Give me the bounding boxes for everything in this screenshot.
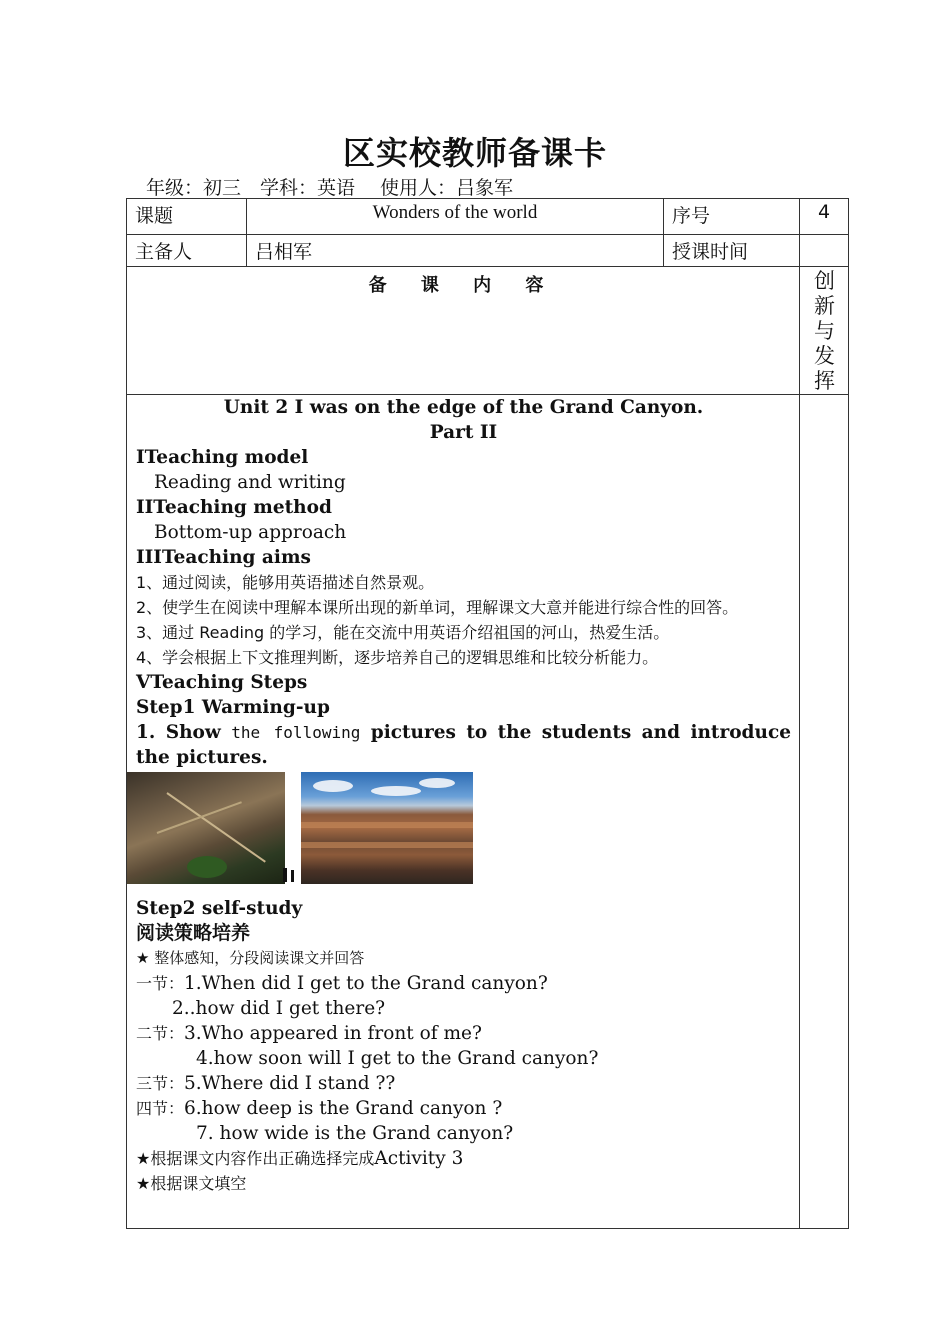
question-line: 2..how did I get there? xyxy=(172,998,386,1019)
picture-mark xyxy=(283,868,287,882)
cloud xyxy=(371,786,421,796)
step2-title: Step2 self-study xyxy=(136,898,303,919)
trail-line xyxy=(166,792,265,862)
step1-title: Step1 Warming-up xyxy=(136,697,330,718)
innovation-cell xyxy=(800,395,849,1229)
section-teaching-aims: IIITeaching aims xyxy=(136,547,311,568)
step1-item-part-a: 1. Show xyxy=(136,722,221,743)
question-line xyxy=(136,1021,791,1046)
question-line xyxy=(136,1096,791,1121)
preparer-label-cell xyxy=(127,235,247,267)
overview-line: ★ 整体感知，分段阅读课文并回答 xyxy=(136,949,365,967)
number-value: 4 xyxy=(817,201,831,223)
lesson-body xyxy=(127,395,799,1202)
topic-label-cell xyxy=(127,199,247,235)
topic-value-cell xyxy=(247,199,664,235)
question-line xyxy=(136,971,791,996)
row-topic xyxy=(127,199,849,235)
section-teaching-steps: VTeaching Steps xyxy=(136,672,308,693)
step1-item-mono: the following xyxy=(231,723,361,742)
canyon-trail-photo xyxy=(127,772,285,884)
side-heading-cell xyxy=(800,267,849,395)
step1-item xyxy=(136,720,791,770)
content-heading-cell xyxy=(127,267,800,395)
preparer-value-cell xyxy=(247,235,664,267)
cloud xyxy=(313,780,353,792)
part-title: Part II xyxy=(429,422,498,443)
task-line: ★根据课文填空 xyxy=(136,1174,247,1193)
side-heading-char: 新 xyxy=(814,294,835,318)
question-text: 6.how deep is the Grand canyon ? xyxy=(184,1098,503,1119)
number-value-cell xyxy=(800,199,849,235)
section-teaching-method: IITeaching method xyxy=(136,497,332,518)
teaching-method-text: Bottom-up approach xyxy=(154,522,347,543)
lesson-card-table xyxy=(126,198,849,1229)
question-text: 5.Where did I stand ?? xyxy=(184,1073,396,1094)
teaching-model-text: Reading and writing xyxy=(154,472,346,493)
aim-item: 2、使学生在阅读中理解本课所出现的新单词，理解课文大意并能进行综合性的回答。 xyxy=(136,598,739,617)
question-line: 4.how soon will I get to the Grand canyon? xyxy=(196,1048,599,1069)
vegetation-patch xyxy=(187,856,227,878)
unit-title: Unit 2 I was on the edge of the Grand Canyon. xyxy=(223,397,704,418)
reading-strategy: 阅读策略培养 xyxy=(136,922,251,944)
step1-item-part-b: pictures to the students and introduce the pictures. xyxy=(136,722,791,768)
row-content-heading xyxy=(127,267,849,395)
side-heading-char: 挥 xyxy=(814,369,835,393)
task-text-cn: ★根据课文内容作出正确选择完成 xyxy=(136,1149,375,1168)
aim-item: 1、通过阅读，能够用英语描述自然景观。 xyxy=(136,573,435,592)
number-label: 序号 xyxy=(672,205,711,227)
side-heading-char: 与 xyxy=(814,319,835,343)
task-line xyxy=(136,1146,791,1171)
side-heading xyxy=(814,267,834,394)
side-heading-char: 发 xyxy=(814,344,835,368)
time-label: 授课时间 xyxy=(672,241,749,263)
content-heading: 备 课 内 容 xyxy=(368,275,558,296)
meta-line: 年级：初三 学科：英语 使用人：吕象军 xyxy=(146,177,514,199)
canyon-ridge xyxy=(301,842,473,848)
question-section-label: 二节： xyxy=(136,1024,185,1043)
question-text: 3.Who appeared in front of me? xyxy=(184,1023,482,1044)
canyon-ridge xyxy=(301,822,473,828)
question-section-label: 四节： xyxy=(136,1099,185,1118)
question-line xyxy=(136,1071,791,1096)
question-text: 1.When did I get to the Grand canyon? xyxy=(184,973,548,994)
trail-line xyxy=(157,801,242,834)
lesson-body-cell xyxy=(127,395,800,1229)
topic-value: Wonders of the world xyxy=(372,202,538,223)
preparer-value: 吕相军 xyxy=(255,241,313,263)
aim-item: 3、通过 Reading 的学习，能在交流中用英语介绍祖国的河山，热爱生活。 xyxy=(136,623,670,642)
question-section-label: 一节： xyxy=(136,974,185,993)
section-teaching-model: ITeaching model xyxy=(136,447,309,468)
task-text-en: Activity 3 xyxy=(374,1148,464,1169)
question-section-label: 三节： xyxy=(136,1074,185,1093)
number-label-cell xyxy=(664,199,800,235)
time-value-cell xyxy=(800,235,849,267)
side-heading-char: 创 xyxy=(814,269,835,293)
aim-item: 4、学会根据上下文推理判断，逐步培养自己的逻辑思维和比较分析能力。 xyxy=(136,648,659,667)
page-title: 区实校教师备课卡 xyxy=(342,134,607,172)
question-line: 7. how wide is the Grand canyon? xyxy=(196,1123,514,1144)
topic-label: 课题 xyxy=(135,205,174,227)
picture-mark xyxy=(291,870,294,882)
cloud xyxy=(419,778,455,788)
preparer-label: 主备人 xyxy=(135,241,193,263)
time-label-cell xyxy=(664,235,800,267)
grand-canyon-photo xyxy=(301,772,473,884)
row-preparer xyxy=(127,235,849,267)
picture-row xyxy=(127,772,791,896)
time-value xyxy=(800,235,848,239)
row-lesson-body xyxy=(127,395,849,1229)
